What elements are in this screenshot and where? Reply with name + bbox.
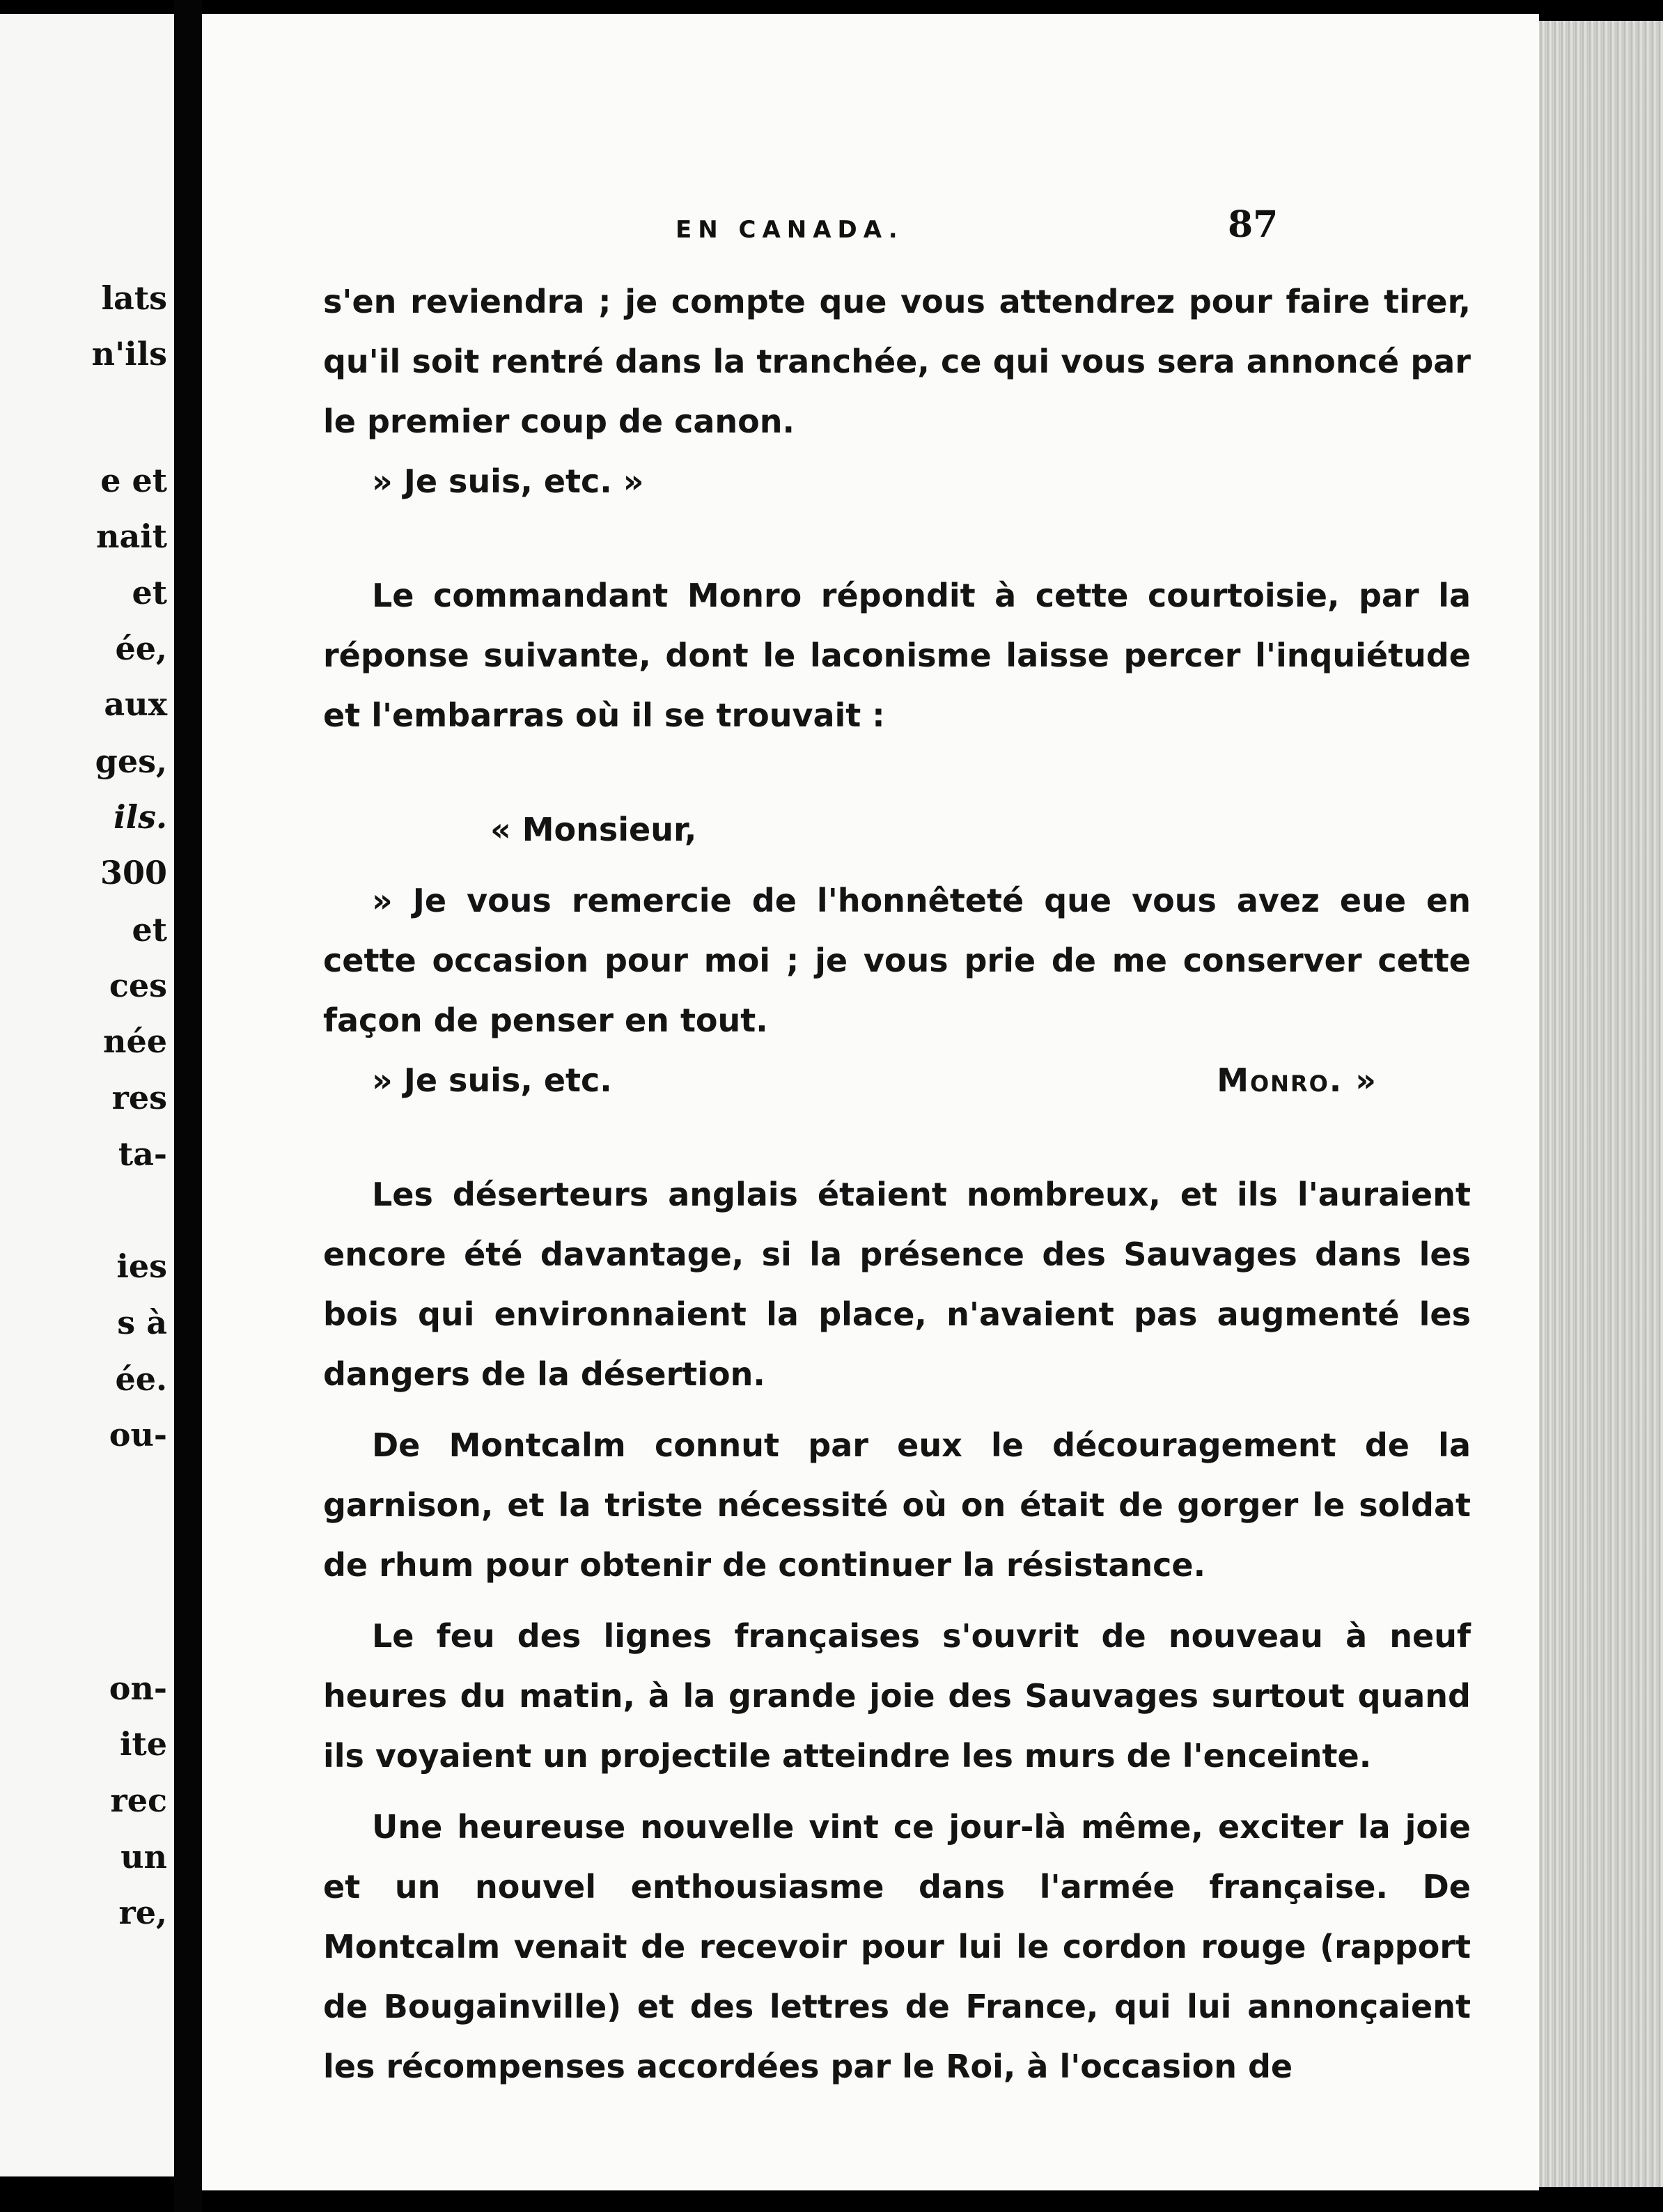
facing-fragment: ies: [116, 1247, 167, 1285]
facing-fragment: res: [111, 1079, 167, 1116]
signoff-formula: » Je suis, etc.: [372, 1061, 612, 1099]
facing-fragment: ils.: [114, 798, 167, 836]
signature-name: Monro. »: [1217, 1061, 1377, 1099]
facing-fragment: ite: [120, 1725, 167, 1763]
book-gutter: [174, 0, 202, 2212]
closing-line: » Je suis, etc. »: [372, 462, 644, 500]
book-page: [202, 14, 1539, 2190]
facing-fragment: 300: [100, 854, 167, 891]
page-header: [202, 201, 1539, 249]
paragraph: Le commandant Monro répondit à cette courtoisie, par la réponse suivante, dont le laconisme laisse percer l'inquiétude et l'embarras où il se trouvait :: [323, 577, 1471, 734]
running-head: EN CANADA.: [676, 216, 904, 244]
page-number: 87: [1228, 203, 1279, 246]
facing-fragment: née: [103, 1022, 167, 1060]
facing-fragment: aux: [104, 685, 167, 723]
facing-fragment: re,: [118, 1894, 167, 1931]
facing-fragment: lats: [101, 279, 167, 317]
paragraph: Les déserteurs anglais étaient nombreux, et ils l'auraient encore été davantage, si la présence des Sauvages dans les bois qui environnaient la place, n'avaient pas augmenté les dangers de la désertion.: [323, 1176, 1471, 1393]
paragraph: De Montcalm connut par eux le découragement de la garnison, et la triste nécessité où on était de gorger le soldat de rhum pour obtenir de continuer la résistance.: [323, 1426, 1471, 1584]
letter-body: » Je vous remercie de l'honnêteté que vous avez eue en cette occasion pour moi ; je vous prie de me conserver cette façon de penser en tout.: [323, 882, 1471, 1039]
letter-signoff: [323, 1050, 1471, 1110]
facing-fragment: on-: [109, 1669, 167, 1707]
paragraph: s'en reviendra ; je compte que vous attendrez pour faire tirer, qu'il soit rentré dans la tranchée, ce qui vous sera annoncé par le premier coup de canon.: [323, 283, 1471, 440]
page-edge: [1518, 21, 1663, 2187]
body-text: [323, 272, 1471, 2096]
facing-fragment: ée.: [115, 1360, 167, 1398]
facing-fragment: n'ils: [91, 335, 167, 373]
paragraph: Le feu des lignes françaises s'ouvrit de nouveau à neuf heures du matin, à la grande joie des Sauvages surtout quand ils voyaient un projectile atteindre les murs de l'enceinte.: [323, 1617, 1471, 1775]
facing-fragment: un: [120, 1838, 167, 1876]
facing-fragment: et: [132, 911, 167, 949]
facing-fragment: e et: [100, 462, 167, 499]
facing-fragment: ée,: [115, 630, 167, 667]
facing-fragment: s à: [117, 1304, 167, 1341]
facing-fragment: ces: [109, 967, 167, 1004]
facing-fragment: ges,: [95, 742, 167, 780]
facing-page-strip: [0, 14, 174, 2176]
paragraph: Une heureuse nouvelle vint ce jour-là même, exciter la joie et un nouvel enthousiasme dans l'armée française. De Montcalm venait de recevoir pour lui le cordon rouge (rapport de Bougainville) et des lettres de France, qui lui annonçaient les récompenses accordées par le Roi, à l'occasion de: [323, 1808, 1471, 2085]
facing-fragment: et: [132, 574, 167, 612]
facing-fragment: rec: [110, 1782, 167, 1819]
facing-fragment: ta-: [118, 1135, 167, 1173]
facing-fragment: ou-: [109, 1416, 167, 1454]
letter-salutation: « Monsieur,: [490, 811, 697, 848]
facing-fragment: nait: [96, 517, 167, 555]
